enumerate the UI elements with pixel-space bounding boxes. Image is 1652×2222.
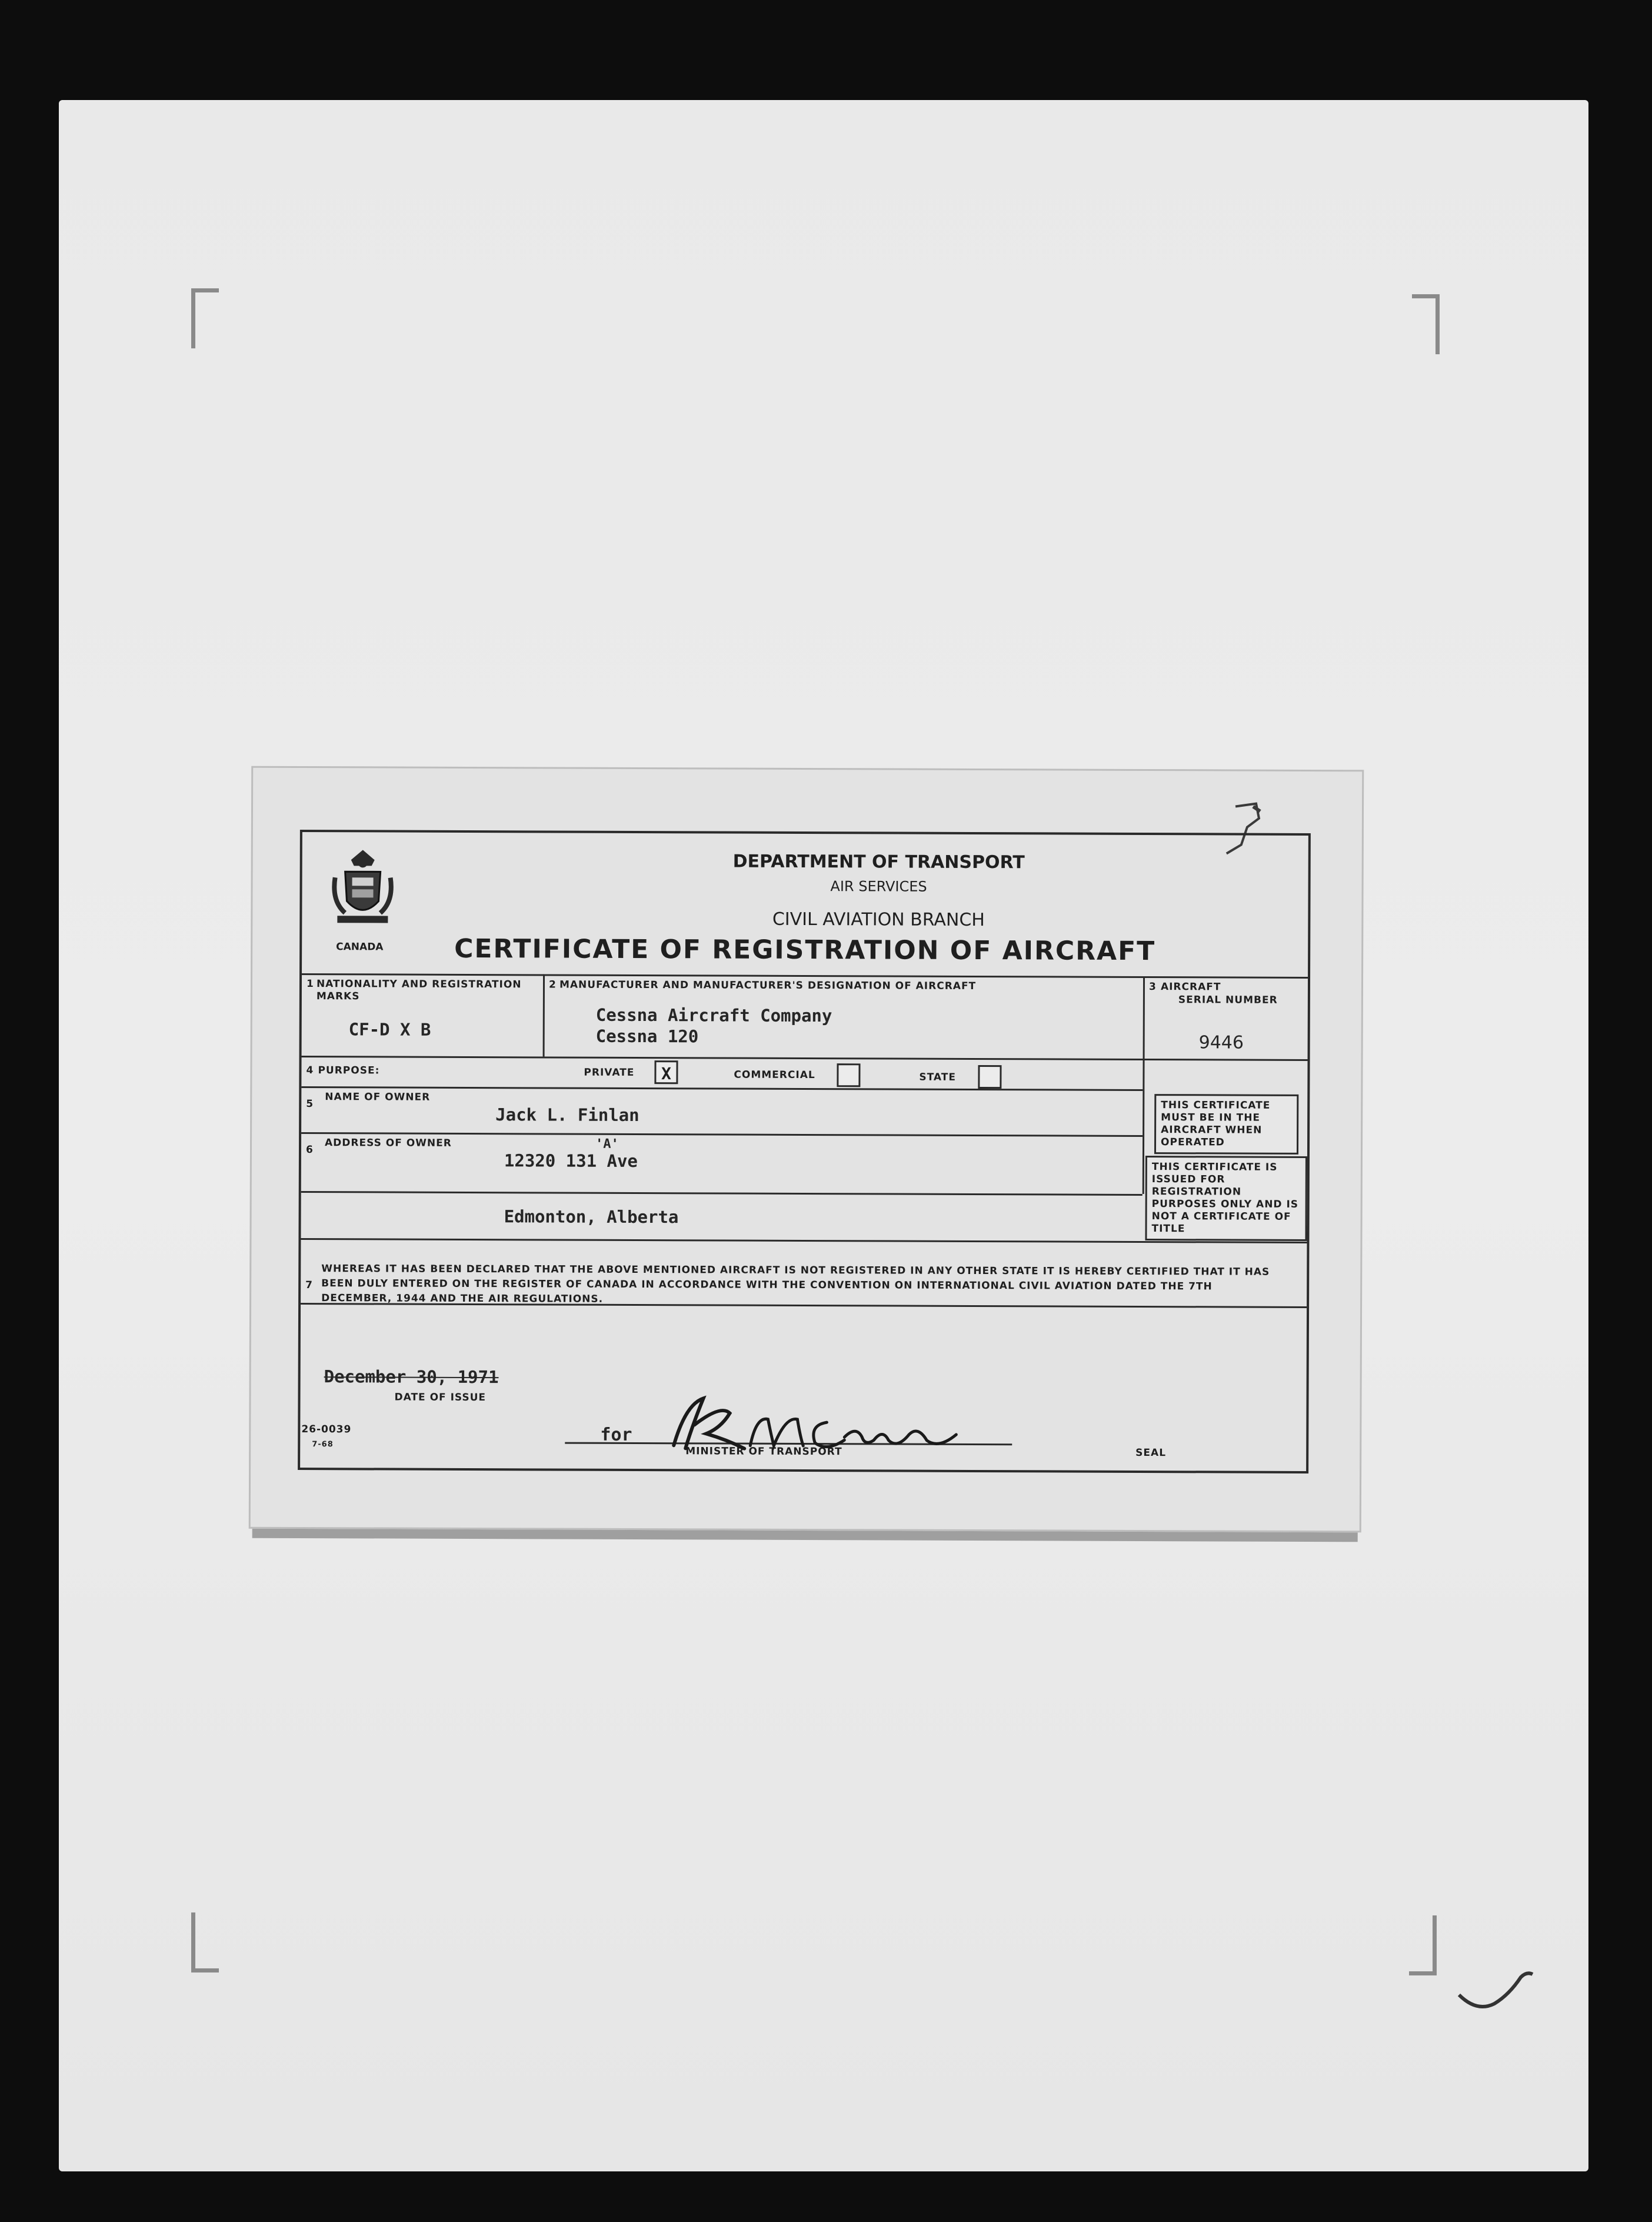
declaration-text: WHEREAS IT HAS BEEN DECLARED THAT THE ABOVE MENTIONED AIRCRAFT IS NOT REGISTERED IN ANY OTHER STATE IT IS HEREBY CERTIFIED THAT IT HAS BEEN DULY ENTERED ON THE REGISTER OF CANADA IN ACCORDANCE WITH THE CONVENTION ON INTERNATIONAL CIVIL AVIATION DATED THE 7TH DECEMBER, 1944 AND THE AIR REGULATIONS. [321,1263,1270,1305]
minister-label: MINISTER OF TRANSPORT [685,1445,842,1458]
rule-under-title [302,973,1308,979]
manufacturer-value: Cessna Aircraft Company [595,1004,832,1026]
note-registration-only: THIS CERTIFICATE IS ISSUED FOR REGISTRATION PURPOSES ONLY AND IS NOT A CERTIFICATE OF TITLE [1145,1156,1307,1241]
private-label: PRIVATE [584,1066,635,1079]
purpose-label: PURPOSE: [318,1065,380,1077]
serial-label-line1: AIRCRAFT [1160,981,1221,993]
registration-marks-value: CF-D X B [348,1019,431,1040]
seal-label: SEAL [1135,1446,1167,1459]
certificate-title: CERTIFICATE OF REGISTRATION OF AIRCRAFT [454,933,1156,967]
address-line2-value: Edmonton, Alberta [504,1206,679,1228]
address-line1-value: 12320 131 Ave [504,1150,638,1171]
crop-mark-top-left [191,288,219,348]
commercial-checkbox[interactable] [837,1063,860,1087]
state-label: STATE [919,1071,957,1083]
rule-under-row1 [302,1056,1308,1061]
field-4-number: 4 [306,1065,314,1077]
branch-heading: CIVIL AVIATION BRANCH [772,909,985,931]
manufacturer-label: MANUFACTURER AND MANUFACTURER'S DESIGNATION OF AIRCRAFT [559,979,977,993]
rule-under-purpose [301,1086,1143,1091]
form-date: 7-68 [312,1440,334,1449]
serial-label-line2: SERIAL NUMBER [1178,994,1278,1006]
scratch-mark [1453,1954,1536,2018]
signature-mark [650,1392,980,1458]
rule-under-address [301,1191,1143,1196]
nationality-label: NATIONALITY AND REGISTRATION MARKS [316,978,522,1003]
divider-2-3 [1143,976,1145,1194]
crop-mark-bottom-right [1409,1915,1437,1975]
field-2-number: 2 [548,979,556,991]
owner-name-value: Jack L. Finlan [495,1105,640,1126]
state-checkbox[interactable] [978,1065,1001,1089]
date-of-issue-value: December 30, 1971 [324,1366,499,1388]
private-checkbox[interactable]: X [654,1060,678,1084]
for-label: for [600,1424,632,1445]
air-services-heading: AIR SERVICES [830,878,927,895]
address-insert: 'A' [595,1136,619,1152]
certificate-form [298,830,1311,1473]
field-7-number: 7 [305,1279,313,1292]
owner-address-label: ADDRESS OF OWNER [324,1137,452,1149]
commercial-label: COMMERCIAL [734,1069,815,1082]
note-in-aircraft: THIS CERTIFICATE MUST BE IN THE AIRCRAFT WHEN OPERATED [1154,1094,1298,1155]
divider-1-2 [543,974,545,1056]
rule-under-owner [301,1132,1143,1137]
crop-mark-bottom-left [191,1912,219,1972]
crop-mark-top-right [1412,294,1440,354]
field-6-number: 6 [305,1144,313,1156]
field-3-number: 3 [1148,981,1156,993]
designation-value: Cessna 120 [595,1026,699,1047]
field-5-number: 5 [306,1098,314,1110]
department-heading: DEPARTMENT OF TRANSPORT [732,851,1025,873]
serial-number-value: 9446 [1198,1032,1244,1053]
crest-label: CANADA [336,941,384,953]
field-1-number: 1 [306,978,314,990]
date-of-issue-label: DATE OF ISSUE [394,1391,487,1404]
form-number: 26-0039 [301,1423,352,1436]
certificate-card [249,766,1364,1533]
owner-name-label: NAME OF OWNER [325,1091,431,1103]
